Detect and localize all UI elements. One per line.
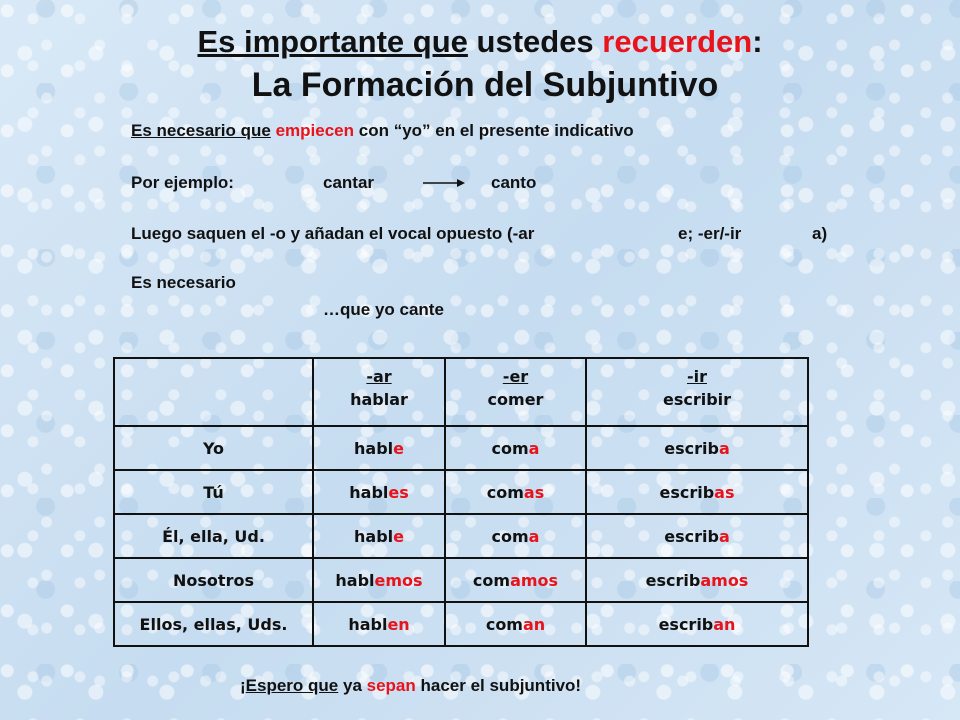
verb-stem: escrib [659,482,715,502]
example-yo-form: canto [491,173,537,192]
header-ir [586,358,808,426]
instruction-1-underlined: Es necesario que [131,121,271,140]
verb-ending: a [528,526,540,546]
header-verb: hablar [350,390,408,409]
verb-ending: amos [700,570,749,590]
verb-ending: amos [510,570,559,590]
header-er [445,358,586,426]
example-infinitive: cantar [323,173,375,192]
verb-stem: com [472,570,511,590]
example-sentence: …que yo cante [323,300,444,319]
verb-stem: habl [354,438,394,458]
conjugation-cell [586,426,808,470]
subject-cell: Ellos, ellas, Uds. [114,602,313,646]
verb-stem: com [486,482,524,502]
slide-title [0,24,960,60]
conjugation-cell [586,514,808,558]
conjugation-cell [445,470,586,514]
right-arrow-icon [423,176,467,190]
verb-ending: e [393,526,404,546]
conjugation-cell [313,558,445,602]
closing-sentence [240,676,581,696]
title-part-red: recuerden [602,24,753,59]
conjugation-table [113,357,809,647]
instruction-line-3c: a) [812,224,828,243]
table-row [114,558,808,602]
verb-ending: es [388,482,409,502]
instruction-line-1 [131,121,634,141]
header-ending: -er [502,367,529,386]
conjugation-cell [445,426,586,470]
footer-plain: ya [338,676,367,695]
table-header-row [114,358,808,426]
verb-stem: com [491,526,529,546]
header-verb: comer [487,390,544,409]
conjugation-cell [445,602,586,646]
footer-underlined: Espero que [245,676,339,695]
verb-ending: as [523,482,545,502]
verb-stem: escrib [664,438,719,458]
conjugation-cell [586,602,808,646]
conjugation-cell [313,514,445,558]
verb-stem: escrib [664,526,719,546]
example-label: Por ejemplo: [131,173,234,192]
table-row [114,514,808,558]
table-row [114,602,808,646]
instruction-line-3a: Luego saquen el -o y añadan el vocal opuesto (-ar [131,224,535,243]
instruction-line-3b: e; -er/-ir [678,224,742,243]
verb-ending: an [713,614,736,634]
footer-open-exclamation: ¡ [240,676,246,695]
footer-red: sepan [366,676,416,695]
verb-ending: emos [374,570,423,590]
conjugation-cell [586,470,808,514]
instruction-1-red: empiecen [275,121,355,140]
title-part-plain: ustedes [467,24,603,59]
verb-ending: en [387,614,410,634]
conjugation-cell [445,514,586,558]
header-verb: escribir [662,390,732,409]
header-ending: -ar [366,367,392,386]
verb-ending: a [718,526,730,546]
subject-cell: Yo [114,426,313,470]
conjugation-cell [445,558,586,602]
verb-stem: habl [354,526,394,546]
title-part-underlined: Es importante que [197,24,468,59]
conjugation-cell [586,558,808,602]
instruction-line-4: Es necesario [131,273,236,292]
subject-cell: Él, ella, Ud. [114,514,313,558]
instruction-1-rest: con “yo” en el presente indicativo [358,121,634,140]
header-ending: -ir [686,367,707,386]
verb-stem: habl [349,482,389,502]
verb-stem: habl [348,614,388,634]
table-row [114,426,808,470]
verb-ending: e [393,438,404,458]
conjugation-cell [313,602,445,646]
verb-ending: a [718,438,730,458]
verb-stem: escrib [658,614,714,634]
conjugation-cell [313,426,445,470]
verb-stem: com [491,438,529,458]
verb-ending: an [522,614,546,634]
verb-stem: escrib [645,570,701,590]
footer-rest: hacer el subjuntivo! [415,676,582,695]
header-ar [313,358,445,426]
subject-cell: Nosotros [114,558,313,602]
verb-ending: as [714,482,735,502]
conjugation-cell [313,470,445,514]
table-corner-cell [114,358,313,426]
table-row [114,470,808,514]
subject-cell: Tú [114,470,313,514]
verb-stem: habl [335,570,375,590]
verb-ending: a [528,438,540,458]
title-colon: : [752,24,763,59]
slide-subtitle: La Formación del Subjuntivo [251,66,719,104]
verb-stem: com [485,614,523,634]
